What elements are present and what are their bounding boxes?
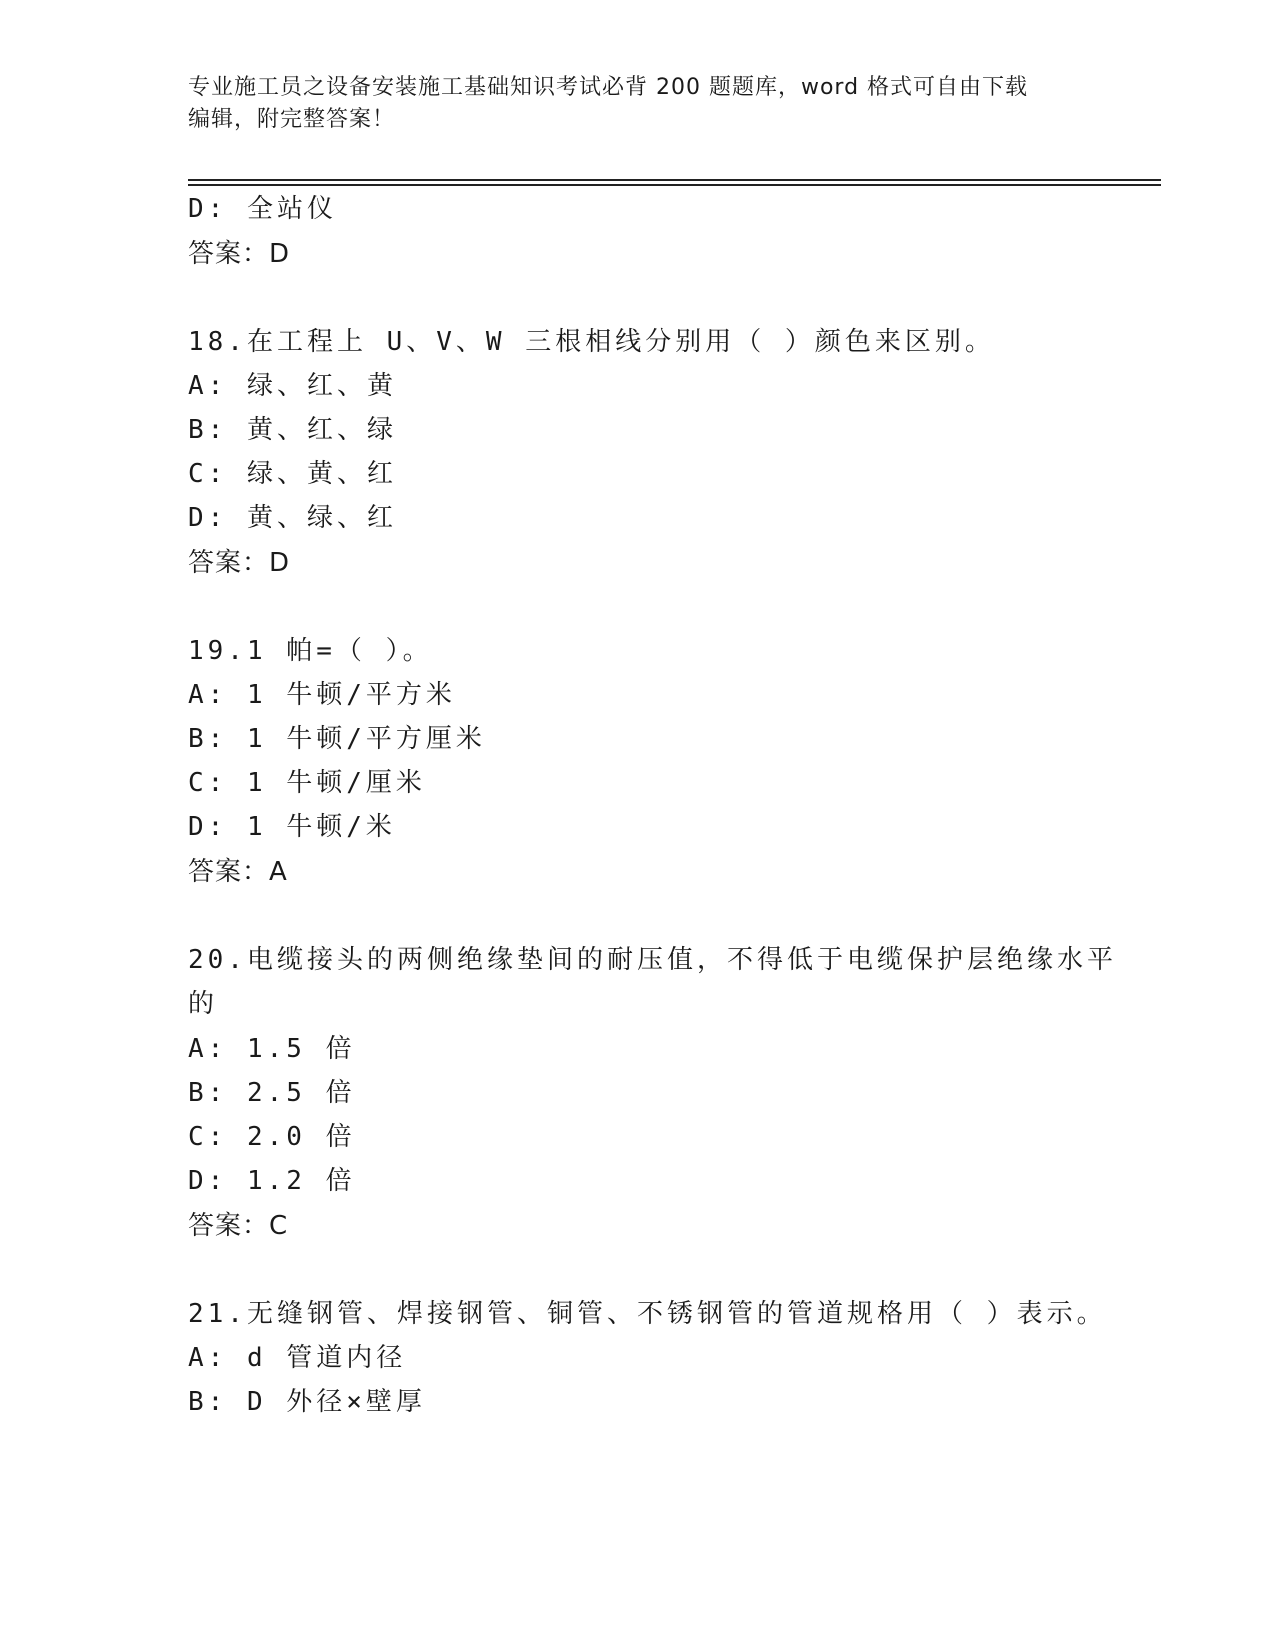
q19-option-d: D: 1 牛顿/米 <box>188 812 396 842</box>
document-header <box>188 72 1068 136</box>
prev-option-d: D: 全站仪 <box>188 194 337 224</box>
q18-option-b: B: 黄、红、绿 <box>188 415 397 445</box>
q21-question: 21.无缝钢管、焊接钢管、铜管、不锈钢管的管道规格用（ ）表示。 <box>188 1299 1107 1329</box>
q20-option-b: B: 2.5 倍 <box>188 1078 356 1108</box>
q18-answer: 答案：D <box>188 548 291 578</box>
q19-option-a: A: 1 牛顿/平方米 <box>188 680 456 710</box>
q18-option-c: C: 绿、黄、红 <box>188 459 397 489</box>
q21-option-a: A: d 管道内径 <box>188 1343 407 1373</box>
q20-answer: 答案：C <box>188 1211 289 1241</box>
q18-option-d: D: 黄、绿、红 <box>188 503 397 533</box>
q18-question: 18.在工程上 U、V、W 三根相线分别用（ ）颜色来区别。 <box>188 327 995 357</box>
prev-answer: 答案：D <box>188 239 291 269</box>
q21-option-b: B: D 外径×壁厚 <box>188 1387 426 1417</box>
header-divider-bottom <box>188 184 1161 186</box>
q19-option-b: B: 1 牛顿/平方厘米 <box>188 724 486 754</box>
q19-question: 19.1 帕=（ ）。 <box>188 636 433 666</box>
header-title-line1: 专业施工员之设备安装施工基础知识考试必背 200 题题库，word 格式可自由下载 <box>188 75 1029 100</box>
q20-question-line1: 20.电缆接头的两侧绝缘垫间的耐压值，不得低于电缆保护层绝缘水平 <box>188 945 1117 975</box>
q20-option-a: A: 1.5 倍 <box>188 1034 356 1064</box>
q20-option-d: D: 1.2 倍 <box>188 1166 356 1196</box>
q20-question-line2: 的 <box>188 989 219 1019</box>
q18-option-a: A: 绿、红、黄 <box>188 371 397 401</box>
header-title-line2: 编辑，附完整答案！ <box>188 107 396 132</box>
q19-answer: 答案：A <box>188 857 288 887</box>
header-divider-top <box>188 179 1161 181</box>
q20-option-c: C: 2.0 倍 <box>188 1122 356 1152</box>
q19-option-c: C: 1 牛顿/厘米 <box>188 768 426 798</box>
